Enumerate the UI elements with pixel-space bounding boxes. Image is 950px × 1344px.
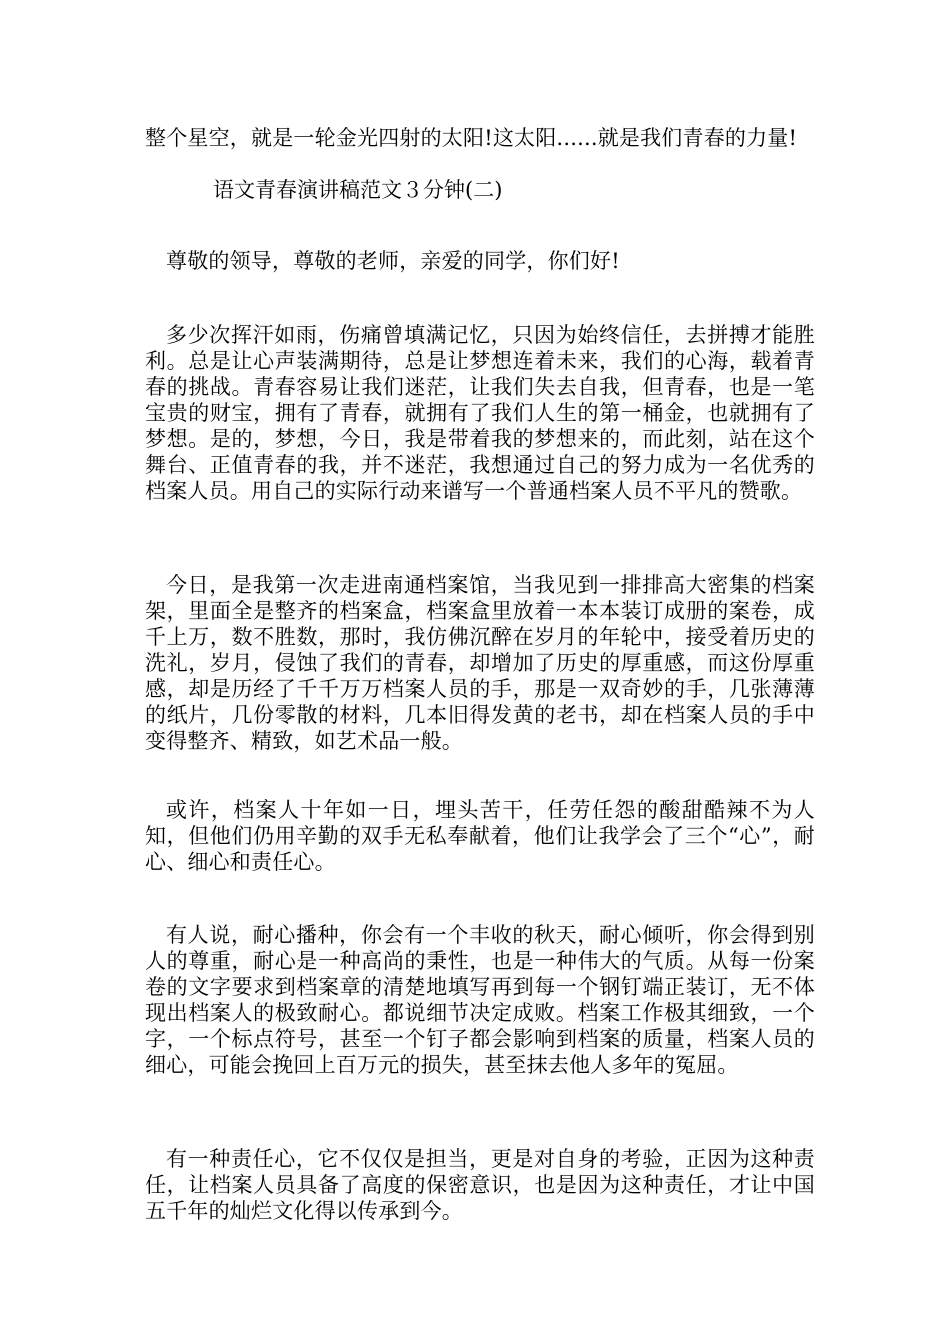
body-paragraph-3: 或许，档案人十年如一日，埋头苦干，任劳任怨的酸甜酷辣不为人知，但他们仍用辛勤的双手无私奉献着，他们让我学会了三个“心”，耐心、细心和责任心。 bbox=[145, 798, 815, 874]
greeting-paragraph: 尊敬的领导，尊敬的老师，亲爱的同学，你们好! bbox=[166, 249, 620, 273]
opening-lines: 整个星空，就是一轮金光四射的太阳!这太阳......就是我们青春的力量! bbox=[145, 126, 798, 150]
body-paragraph-5: 有一种责任心，它不仅仅是担当，更是对自身的考验，正因为这种责任，让档案人员具备了高度的保密意识，也是因为这种责任，才让中国五千年的灿烂文化得以传承到今。 bbox=[145, 1147, 815, 1223]
body-paragraph-2: 今日，是我第一次走进南通档案馆，当我见到一排排高大密集的档案架，里面全是整齐的档案盒，档案盒里放着一本本装订成册的案卷，成千上万，数不胜数，那时，我仿佛沉醉在岁月的年轮中，接受着历史的洗礼，岁月，侵蚀了我们的青春，却增加了历史的厚重感，而这份厚重感，却是历经了千千万万档案人员的手，那是一双奇妙的手，几张薄薄的纸片，几份零散的材料，几本旧得发黄的老书，却在档案人员的手中变得整齐、精致，如艺术品一般。 bbox=[145, 573, 815, 753]
body-paragraph-1: 多少次挥汗如雨，伤痛曾填满记忆，只因为始终信任，去拼搏才能胜利。总是让心声装满期待，总是让梦想连着未来，我们的心海，载着青春的挑战。青春容易让我们迷茫，让我们失去自我，但青春，也是一笔宝贵的财宝，拥有了青春，就拥有了我们人生的第一桶金，也就拥有了梦想。是的，梦想，今日，我是带着我的梦想来的，而此刻，站在这个舞台、正值青春的我，并不迷茫，我想通过自己的努力成为一名优秀的档案人员。用自己的实际行动来谱写一个普通档案人员不平凡的赞歌。 bbox=[145, 323, 815, 503]
document-subtitle: 语文青春演讲稿范文３分钟(二) bbox=[213, 178, 503, 202]
body-paragraph-4: 有人说，耐心播种，你会有一个丰收的秋天，耐心倾听，你会得到别人的尊重，耐心是一种高尚的秉性，也是一种伟大的气质。从每一份案卷的文字要求到档案章的清楚地填写再到每一个钢钉端正装订，无不体现出档案人的极致耐心。都说细节决定成败。档案工作极其细致，一个字，一个标点符号，甚至一个钉子都会影响到档案的质量，档案人员的细心，可能会挽回上百万元的损失，甚至抹去他人多年的冤屈。 bbox=[145, 923, 815, 1077]
